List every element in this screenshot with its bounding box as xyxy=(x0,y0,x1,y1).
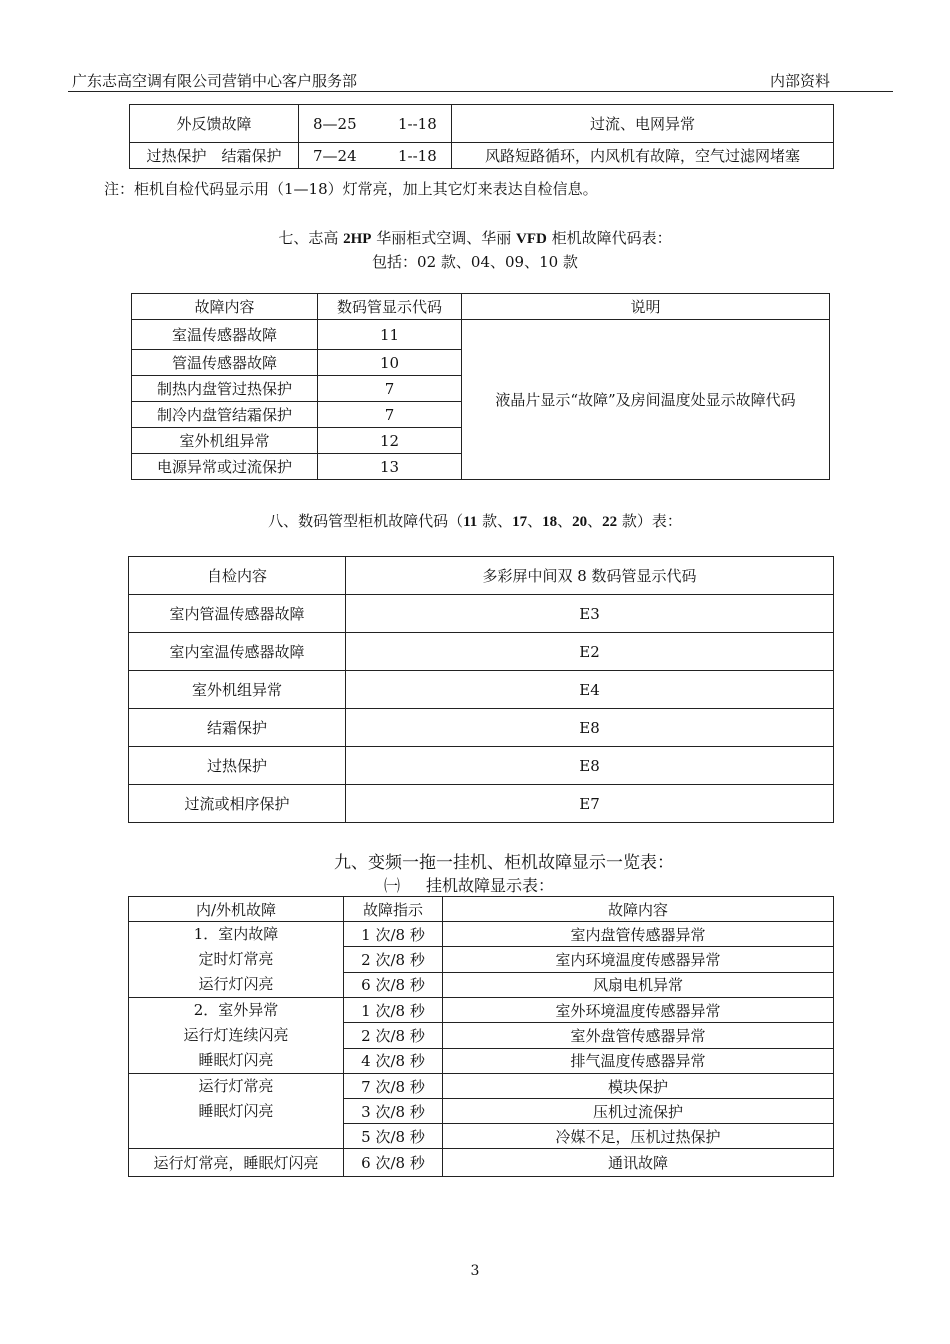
page-header-left: 广东志高空调有限公司营销中心客户服务部 xyxy=(72,72,358,90)
table-cell: 外反馈故障 xyxy=(130,105,299,143)
table-cell: 压机过流保护 xyxy=(443,1099,834,1124)
page-header-right: 内部资料 xyxy=(770,72,831,90)
section7-subtitle: 包括：02 款、04、09、10 款 xyxy=(372,253,578,271)
table-cell: 室外盘管传感器异常 xyxy=(443,1023,834,1048)
page-number: 3 xyxy=(470,1263,480,1279)
fault-group-cell: 2．室外异常 运行灯连续闪亮 睡眠灯闪亮 xyxy=(129,998,344,1074)
fault-group-cell: 运行灯常亮 睡眠灯闪亮 xyxy=(129,1074,344,1149)
fault-group-cell: 运行灯常亮，睡眠灯闪亮 xyxy=(129,1149,344,1177)
column-header: 故障内容 xyxy=(443,897,834,922)
column-header: 故障指示 xyxy=(344,897,443,922)
table-cell: 室内盘管传感器异常 xyxy=(443,922,834,947)
table-cell: 过热保护 xyxy=(129,747,346,785)
table-cell: 室外环境温度传感器异常 xyxy=(443,998,834,1023)
table-cell: 11 xyxy=(318,320,462,350)
column-header: 内/外机故障 xyxy=(129,897,344,922)
table-cell: E8 xyxy=(346,747,834,785)
table-cell: 冷媒不足，压机过热保护 xyxy=(443,1124,834,1149)
header-divider xyxy=(68,91,893,92)
table-cell: 排气温度传感器异常 xyxy=(443,1048,834,1073)
table-cell: 8—25 1--18 xyxy=(299,105,452,143)
table-row xyxy=(130,105,834,143)
table-row xyxy=(129,671,834,709)
column-header: 数码管显示代码 xyxy=(318,294,462,320)
column-header: 自检内容 xyxy=(129,557,346,595)
table-cell: 过热保护 结霜保护 xyxy=(130,143,299,169)
table-cell: 7—24 1--18 xyxy=(299,143,452,169)
section7-title: 七、志高 2HP 华丽柜式空调、华丽 VFD 柜机故障代码表： xyxy=(278,229,672,247)
table-cell: E2 xyxy=(346,633,834,671)
table-cell: E3 xyxy=(346,595,834,633)
table-cell: 2 次/8 秒 xyxy=(344,947,443,972)
table-cell: E4 xyxy=(346,671,834,709)
section9-subtitle: ㈠ 挂机故障显示表： xyxy=(384,876,555,895)
table-cell: 4 次/8 秒 xyxy=(344,1048,443,1073)
table-cell: E8 xyxy=(346,709,834,747)
table-cell: 模块保护 xyxy=(443,1074,834,1099)
table-cell: 7 xyxy=(318,376,462,402)
table-cell: 12 xyxy=(318,428,462,454)
table-cell: E7 xyxy=(346,785,834,823)
table-cell: 1 次/8 秒 xyxy=(344,998,443,1023)
table-cell: 电源异常或过流保护 xyxy=(132,454,318,480)
table-row xyxy=(129,922,834,947)
table-cell: 制热内盘管过热保护 xyxy=(132,376,318,402)
table-header-row xyxy=(132,294,830,320)
table-cell: 过流或相序保护 xyxy=(129,785,346,823)
table-cell: 7 次/8 秒 xyxy=(344,1074,443,1099)
column-header: 说明 xyxy=(462,294,830,320)
table-header-row xyxy=(129,897,834,922)
table-cell: 过流、电网异常 xyxy=(452,105,834,143)
table-cell: 室内室温传感器故障 xyxy=(129,633,346,671)
column-header: 多彩屏中间双 8 数码管显示代码 xyxy=(346,557,834,595)
section8-title: 八、数码管型柜机故障代码（11 款、17、18、20、22 款）表： xyxy=(268,512,682,530)
note-text: 注：柜机自检代码显示用（1—18）灯常亮，加上其它灯来表达自检信息。 xyxy=(104,180,598,198)
column-header: 故障内容 xyxy=(132,294,318,320)
fault-group-cell: 1．室内故障 定时灯常亮 运行灯闪亮 xyxy=(129,922,344,998)
table-cell: 6 次/8 秒 xyxy=(344,1149,443,1177)
table-cell: 室内管温传感器故障 xyxy=(129,595,346,633)
table-cell: 6 次/8 秒 xyxy=(344,972,443,997)
table-continuation xyxy=(129,104,834,169)
section8-table xyxy=(128,556,834,823)
section9-title: 九、变频一拖一挂机、柜机故障显示一览表： xyxy=(334,853,674,873)
table-cell: 13 xyxy=(318,454,462,480)
table-cell: 7 xyxy=(318,402,462,428)
table-row xyxy=(132,320,830,350)
table-row xyxy=(129,747,834,785)
table-row xyxy=(129,1149,834,1177)
table-cell: 1 次/8 秒 xyxy=(344,922,443,947)
table-row xyxy=(130,143,834,169)
table-cell: 5 次/8 秒 xyxy=(344,1124,443,1149)
table-row xyxy=(129,595,834,633)
table-header-row xyxy=(129,557,834,595)
table-cell: 通讯故障 xyxy=(443,1149,834,1177)
table-cell: 管温传感器故障 xyxy=(132,350,318,376)
table-row xyxy=(129,785,834,823)
table-cell: 风路短路循环，内风机有故障，空气过滤网堵塞 xyxy=(452,143,834,169)
section7-table xyxy=(131,293,830,480)
table-cell: 2 次/8 秒 xyxy=(344,1023,443,1048)
table-row xyxy=(129,998,834,1023)
section9-table xyxy=(128,896,834,1177)
table-cell: 室外机组异常 xyxy=(129,671,346,709)
table-cell: 制冷内盘管结霜保护 xyxy=(132,402,318,428)
table-row xyxy=(129,633,834,671)
table-row xyxy=(129,709,834,747)
table-row xyxy=(129,1074,834,1099)
table-cell: 室内环境温度传感器异常 xyxy=(443,947,834,972)
table-cell: 室外机组异常 xyxy=(132,428,318,454)
table-cell: 风扇电机异常 xyxy=(443,972,834,997)
table-cell: 室温传感器故障 xyxy=(132,320,318,350)
table-cell: 结霜保护 xyxy=(129,709,346,747)
table-cell: 3 次/8 秒 xyxy=(344,1099,443,1124)
table-cell: 10 xyxy=(318,350,462,376)
table-cell-note: 液晶片显示“故障”及房间温度处显示故障代码 xyxy=(462,320,830,480)
